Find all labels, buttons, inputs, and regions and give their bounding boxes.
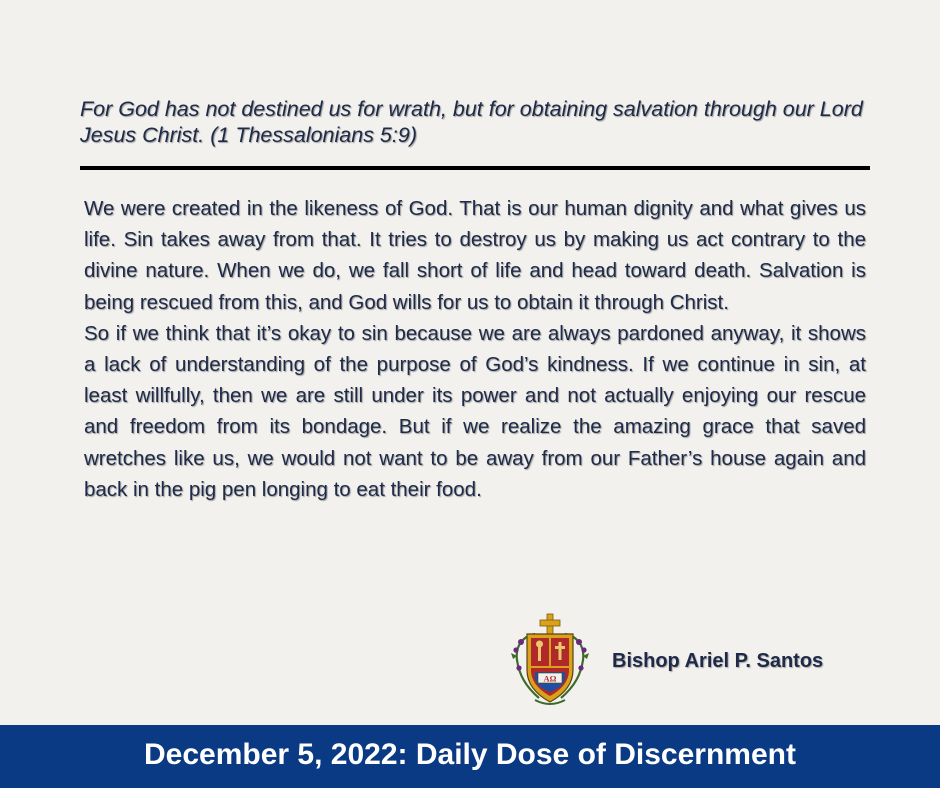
footer-title: December 5, 2022: Daily Dose of Discernment	[144, 738, 796, 771]
coat-of-arms-icon	[505, 612, 595, 712]
svg-text:AΩ: AΩ	[543, 673, 557, 684]
footer-band	[0, 725, 940, 788]
reflection-body	[84, 193, 866, 505]
reflection-paragraph-2: So if we think that it’s okay to sin because we are always pardoned anyway, it shows a lack of understanding of the purpose of God’s kindness. If we continue in sin, at least willfully, then we are still under its power and not actually enjoying our rescue and freedom from its bondage. But if we realize the amazing grace that saved wretches like us, we would not want to be away from our Father’s house again and back in the pig pen longing to eat their food.	[84, 321, 866, 501]
divider-rule	[80, 166, 870, 170]
scripture-verse: For God has not destined us for wrath, but for obtaining salvation through our Lord Jesus Christ. (1 Thessalonians 5:9)	[80, 97, 863, 147]
author-signature: Bishop Ariel P. Santos	[612, 650, 824, 672]
reflection-paragraph-1: We were created in the likeness of God. That is our human dignity and what gives us life. Sin takes away from that. It tries to destroy us by making us act contrary to the divine nature. When we do, we fall short of life and head toward death. Salvation is being rescued from this, and God wills for us to obtain it through Christ.	[84, 197, 866, 314]
